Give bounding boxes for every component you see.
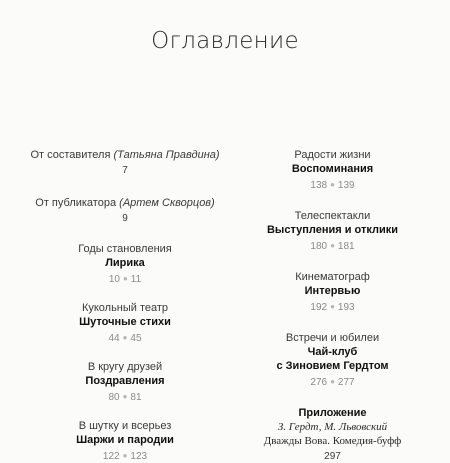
page-number: 81: [130, 392, 142, 403]
entry-heading: От составителя: [30, 149, 111, 161]
entry-heading: В кругу друзей: [87, 361, 163, 373]
entry-author: (Татьяна Правдина): [113, 149, 220, 161]
bullet-separator: ●: [122, 333, 128, 342]
toc-entry[interactable]: [25, 301, 225, 345]
entry-heading: Радости жизни: [294, 149, 371, 161]
page-number: 11: [130, 274, 142, 285]
appendix-authors: З. Гердт, М. Львовский: [277, 421, 388, 433]
page-number: 45: [130, 333, 142, 344]
toc-right-column: [235, 148, 430, 463]
page-number: 138: [310, 180, 328, 191]
bullet-separator: ●: [122, 451, 128, 460]
page-number: 181: [337, 241, 355, 252]
page-number: 44: [108, 333, 120, 344]
entry-heading: Кинематограф: [295, 271, 370, 283]
entry-title-line2: с Зиновием Гердтом: [276, 360, 389, 372]
entry-title: Интервью: [304, 285, 361, 297]
entry-title: Лирика: [105, 257, 145, 269]
entry-heading: В шутку и всерьез: [78, 420, 172, 432]
page-number: 122: [102, 451, 120, 462]
toc-entry[interactable]: [235, 331, 430, 389]
page-number: 297: [324, 451, 341, 462]
bullet-separator: ●: [330, 377, 335, 386]
bullet-separator: ●: [330, 241, 335, 250]
page-number: 277: [337, 377, 355, 388]
bullet-separator: ●: [330, 180, 335, 189]
entry-title: Выступления и отклики: [266, 224, 399, 236]
toc-entry[interactable]: [25, 242, 225, 286]
toc-entry[interactable]: [25, 419, 225, 463]
toc-entry[interactable]: [235, 148, 430, 192]
entry-heading: Встречи и юбилеи: [285, 332, 380, 344]
page-number: 123: [130, 451, 148, 462]
bullet-separator: ●: [330, 302, 335, 311]
entry-title: Чай-клуб: [307, 346, 358, 358]
toc-entry[interactable]: [25, 360, 225, 404]
toc-entry[interactable]: [235, 209, 430, 253]
page-number: 276: [310, 377, 328, 388]
toc-left-column: [25, 148, 225, 463]
appendix-heading: Приложение: [298, 407, 367, 419]
page-title: Оглавление: [151, 28, 299, 54]
page-number: 10: [108, 274, 120, 285]
toc-entry[interactable]: [235, 270, 430, 314]
page-number: 9: [122, 213, 128, 224]
page-number: 7: [122, 165, 128, 176]
entry-title: Шуточные стихи: [79, 316, 171, 328]
toc-entry[interactable]: [25, 148, 225, 177]
bullet-separator: ●: [122, 274, 128, 283]
entry-title: Шаржи и пародии: [76, 434, 174, 446]
toc-entry[interactable]: [25, 196, 225, 225]
entry-heading: Годы становления: [78, 243, 172, 255]
page-number: 180: [310, 241, 328, 252]
entry-heading: Телеспектакли: [294, 210, 371, 222]
entry-author: (Артем Скворцов): [119, 197, 215, 209]
entry-heading: От публикатора: [35, 197, 117, 209]
entry-title: Воспоминания: [291, 163, 374, 175]
page-number: 193: [337, 302, 355, 313]
bullet-separator: ●: [122, 392, 128, 401]
page-number: 80: [108, 392, 120, 403]
entry-heading: Кукольный театр: [81, 302, 169, 314]
entry-title: Поздравления: [85, 375, 165, 387]
page-number: 192: [310, 302, 328, 313]
toc-entry-appendix[interactable]: [235, 406, 430, 463]
appendix-work-title: Дважды Вова. Комедия-буфф: [263, 435, 402, 447]
page-number: 139: [337, 180, 355, 191]
